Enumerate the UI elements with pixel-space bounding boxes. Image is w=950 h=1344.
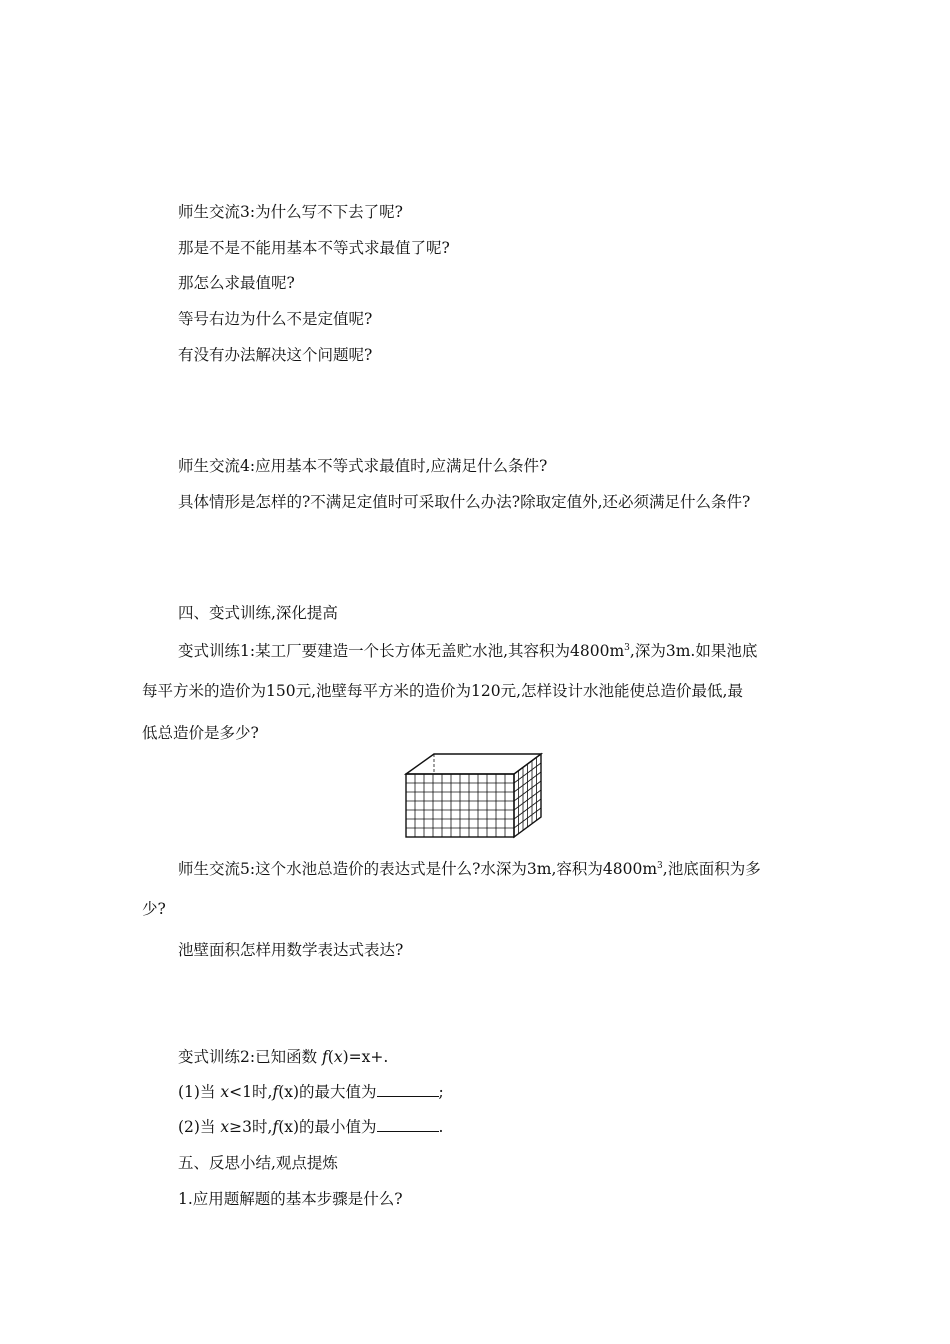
exercise-1-line-1: 变式训练1:某工厂要建造一个长方体无盖贮水池,其容积为$4800m^3$,深为3m.如果池底 [178,642,758,661]
exercise-2-part-2: (2)当 x≥3时,f(x)的最小值为 . [178,1118,444,1136]
dialogue-3-q4: 等号右边为什么不是定值呢? [178,310,373,328]
dialogue-3-q5: 有没有办法解决这个问题呢? [178,346,373,364]
dialogue-5-line-1: 师生交流5:这个水池总造价的表达式是什么?水深为3m,容积为$4800m^3$,池底面积为多 [178,860,761,879]
exercise-1-line-3: 低总造价是多少? [142,724,259,742]
dialogue-3-q2: 那是不是不能用基本不等式求最值了呢? [178,239,450,257]
dialogue-5-line-2: 少? [142,900,166,918]
answer-blank[interactable] [377,1117,439,1132]
water-tank-figure [404,752,544,840]
dialogue-3-q3: 那怎么求最值呢? [178,274,295,292]
exercise-1-line-2: 每平方米的造价为150元,池壁每平方米的造价为120元,怎样设计水池能使总造价最低,最 [142,682,743,700]
dialogue-3-q1: 师生交流3:为什么写不下去了呢? [178,203,403,221]
answer-blank[interactable] [377,1082,439,1097]
dialogue-5-line-3: 池壁面积怎样用数学表达式表达? [178,941,404,959]
exercise-2-part-1: (1)当 x<1时,f(x)的最大值为 ; [178,1083,444,1101]
dialogue-4-q1: 师生交流4:应用基本不等式求最值时,应满足什么条件? [178,457,548,475]
summary-q1: 1.应用题解题的基本步骤是什么? [178,1190,403,1208]
part-4-heading: 四、变式训练,深化提高 [178,604,338,622]
dialogue-4-q2: 具体情形是怎样的?不满足定值时可采取什么办法?除取定值外,还必须满足什么条件? [178,493,751,511]
part-5-heading: 五、反思小结,观点提炼 [178,1154,338,1172]
exercise-2-stem: 变式训练2:已知函数 f(x)=x+. [178,1048,389,1066]
